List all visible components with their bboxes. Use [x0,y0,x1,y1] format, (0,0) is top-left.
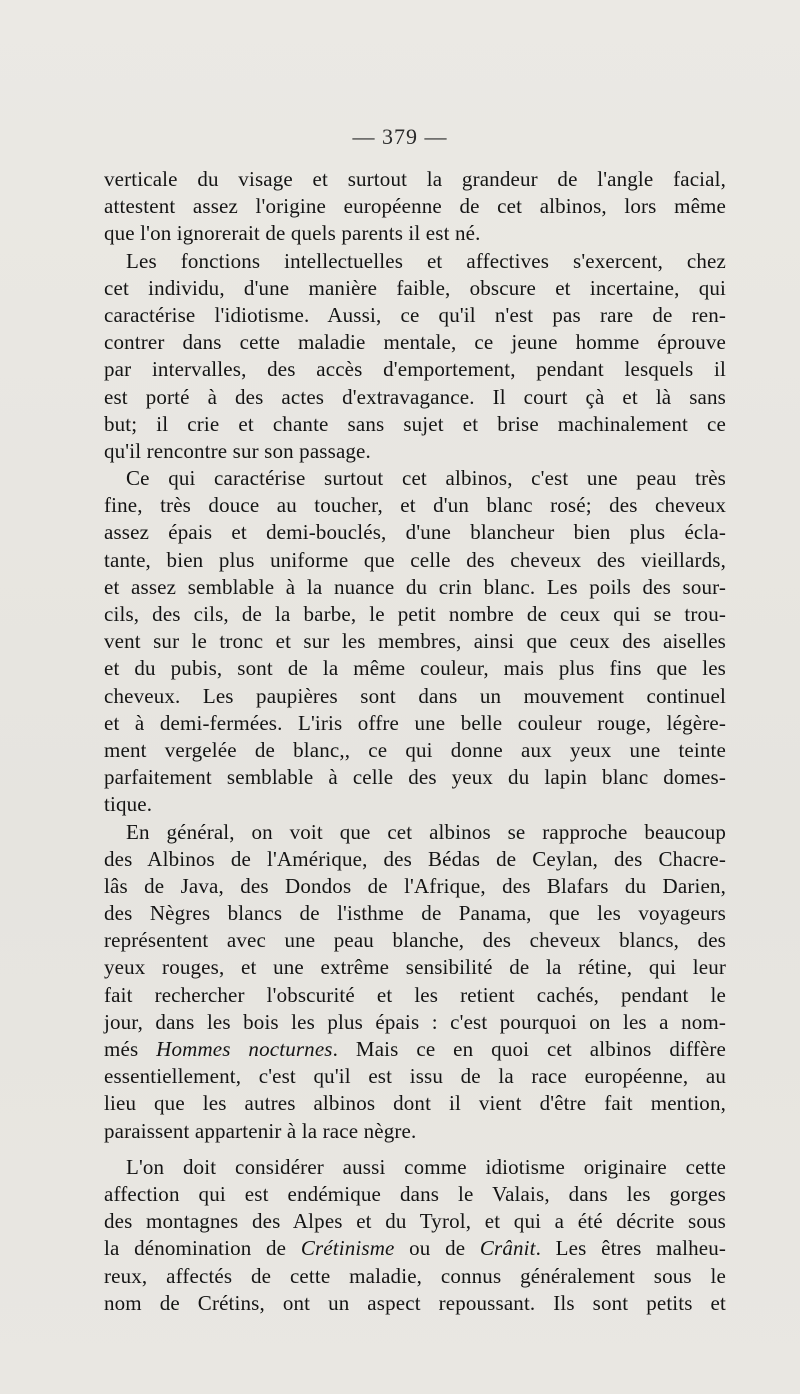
text-line: fait rechercher l'obscurité et les retient cachés, pendant le [104,982,726,1007]
text-fragment: . Les êtres malheu- [535,1236,726,1261]
text-line: tante, bien plus uniforme que celle des cheveux des vieillards, [104,547,726,572]
text-line: cheveux. Les paupières sont dans un mouvement continuel [104,683,726,708]
text-line: cet individu, d'une manière faible, obscure et incertaine, qui [104,275,726,300]
text-line: Les fonctions intellectuelles et affectives s'exercent, chez [126,248,726,273]
text-line: que l'on ignorerait de quels parents il est né. [104,221,481,246]
body-text [104,166,726,1317]
text-line: En général, on voit que cet albinos se rapproche beaucoup [126,819,726,844]
text-line: lieu que les autres albinos dont il vient d'être fait mention, [104,1091,726,1116]
text-line-mixed [104,1235,726,1262]
italic-term: Crétinisme [300,1236,395,1261]
text-line: est porté à des actes d'extravagance. Il court çà et là sans [104,384,726,409]
text-line: contrer dans cette maladie mentale, ce jeune homme éprouve [104,330,726,355]
text-line-mixed [104,1036,726,1063]
text-line: Ce qui caractérise surtout cet albinos, c'est une peau très [126,466,726,491]
text-line: représentent avec une peau blanche, des cheveux blancs, des [104,928,726,953]
text-line: des montagnes des Alpes et du Tyrol, et qui a été décrite sous [104,1209,726,1234]
text-line: assez épais et demi-bouclés, d'une blancheur bien plus écla- [104,520,726,545]
text-line: par intervalles, des accès d'emportement, pendant lesquels il [104,357,726,382]
text-line: L'on doit considérer aussi comme idiotisme originaire cette [126,1154,726,1179]
text-line: yeux rouges, et une extrême sensibilité de la rétine, qui leur [104,955,726,980]
text-line: qu'il rencontre sur son passage. [104,438,371,463]
text-line: cils, des cils, de la barbe, le petit nombre de ceux qui se trou- [104,602,726,626]
text-line: reux, affectés de cette maladie, connus généralement sous le [104,1263,726,1288]
text-fragment: ou de [394,1236,466,1261]
text-line: et assez semblable à la nuance du crin blanc. Les poils des sour- [104,574,726,599]
text-line: vent sur le tronc et sur les membres, ainsi que ceux des aiselles [104,629,726,654]
page-number: — 379 — [352,124,448,149]
text-line: nom de Crétins, ont un aspect repoussant. Ils sont petits et [104,1290,726,1315]
text-line: attestent assez l'origine européenne de cet albinos, lors même [104,194,726,219]
text-line: et du pubis, sont de la même couleur, mais plus fins que les [104,656,726,681]
text-line: essentiellement, c'est qu'il est issu de la race européenne, au [104,1064,726,1089]
text-line: jour, dans les bois les plus épais : c'est pourquoi on les a nom- [104,1009,726,1034]
text-line: des Albinos de l'Amérique, des Bédas de Ceylan, des Chacre- [104,846,726,871]
text-line: affection qui est endémique dans le Valais, dans les gorges [104,1181,726,1206]
italic-term: Crânit [479,1236,536,1261]
text-line: paraissent appartenir à la race nègre. [104,1118,417,1143]
text-fragment: la dénomination de [104,1236,287,1261]
text-line: lâs de Java, des Dondos de l'Afrique, des Blafars du Darien, [104,873,726,898]
text-line: verticale du visage et surtout la grandeur de l'angle facial, [104,167,726,191]
text-line: ment vergelée de blanc,, ce qui donne aux yeux une teinte [104,737,726,762]
text-line: parfaitement semblable à celle des yeux du lapin blanc domes- [104,765,726,790]
text-line: fine, très douce au toucher, et d'un blanc rosé; des cheveux [104,493,726,518]
text-fragment: . Mais ce en quoi cet albinos diffère [332,1037,727,1061]
text-line: tique. [104,792,153,817]
text-line: but; il crie et chante sans sujet et brise machinalement ce [104,411,726,436]
text-line: des Nègres blancs de l'isthme de Panama, que les voyageurs [104,901,726,926]
text-line: et à demi-fermées. L'iris offre une belle couleur rouge, légère- [104,710,726,735]
text-line: caractérise l'idiotisme. Aussi, ce qu'il n'est pas rare de ren- [104,302,726,327]
text-fragment: més [104,1037,139,1061]
paragraph-gap [104,1145,726,1154]
italic-term: Hommes nocturnes [156,1037,333,1061]
